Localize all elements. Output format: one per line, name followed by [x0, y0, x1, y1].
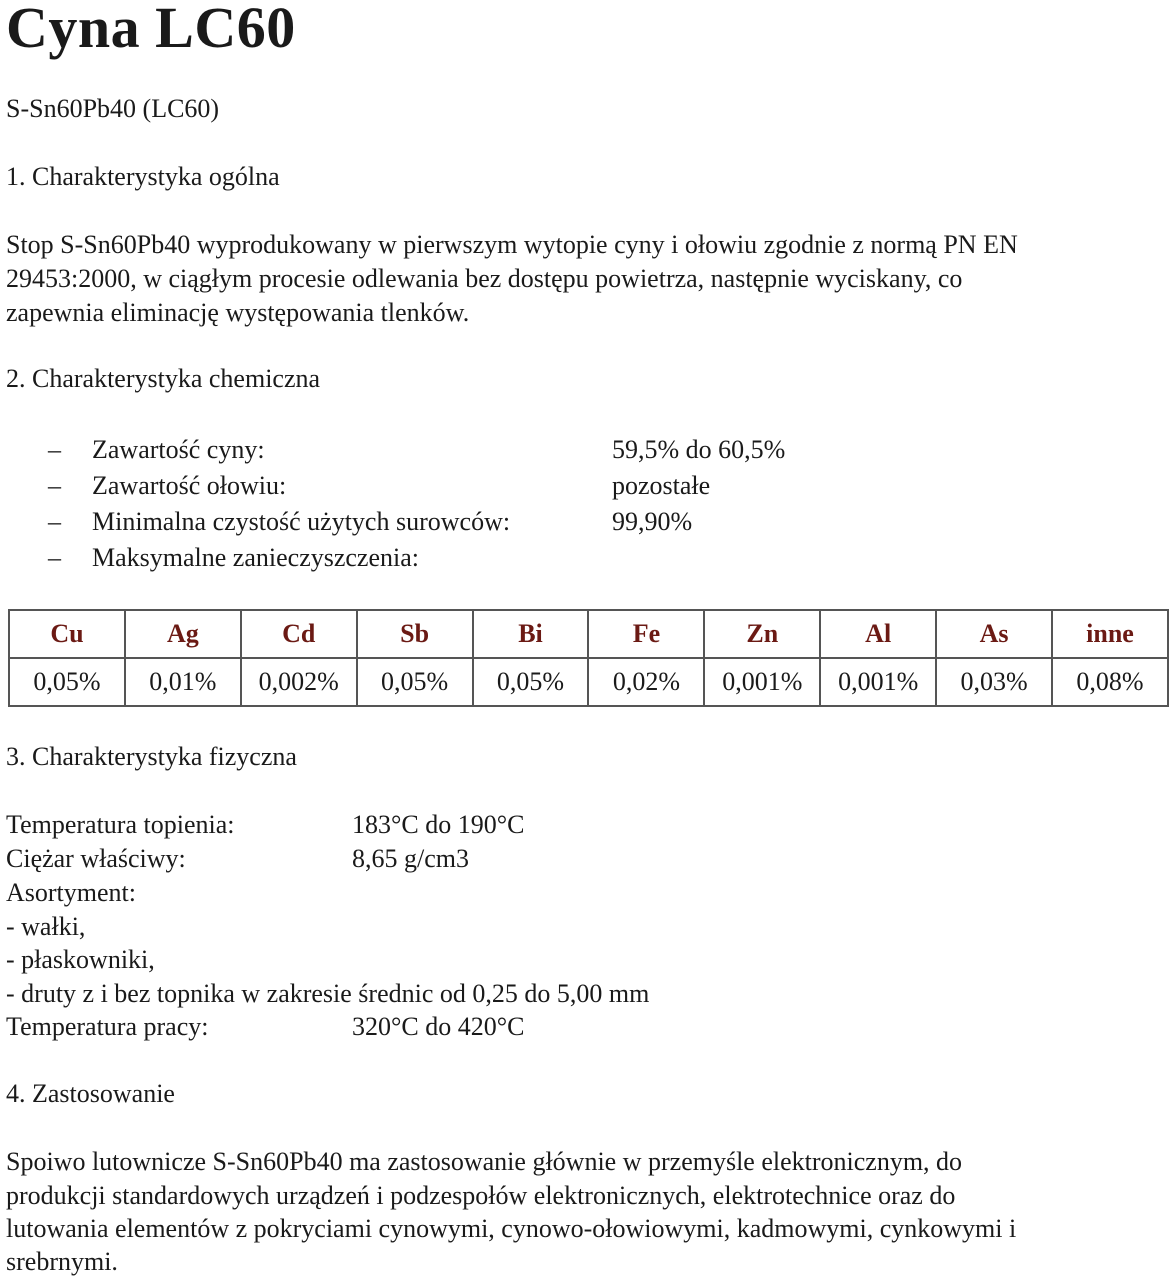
document-title: Cyna LC60 — [6, 0, 296, 60]
assortment-item: - wałki, — [6, 912, 86, 941]
table-row — [9, 658, 1168, 706]
table-header-cell: Ag — [125, 610, 241, 658]
table-cell: 0,05% — [9, 658, 125, 706]
density-row — [6, 842, 469, 876]
dash-bullet: – — [48, 507, 61, 536]
density-value: 8,65 g/cm3 — [352, 844, 469, 873]
dash-bullet: – — [48, 435, 61, 464]
working-temperature-value: 320°C do 420°C — [352, 1012, 525, 1041]
table-header-cell: As — [936, 610, 1052, 658]
table-cell: 0,01% — [125, 658, 241, 706]
composition-label: Zawartość ołowiu: — [92, 471, 287, 500]
table-cell: 0,001% — [704, 658, 820, 706]
section-2-heading: 2. Charakterystyka chemiczna — [6, 364, 321, 393]
section-1-text-line: 29453:2000, w ciągłym procesie odlewania bez dostępu powietrza, następnie wyciskany, co — [6, 264, 963, 293]
table-cell: 0,03% — [936, 658, 1052, 706]
assortment-label: Asortyment: — [6, 878, 136, 907]
table-cell: 0,05% — [473, 658, 589, 706]
section-4-text-line: srebrnymi. — [6, 1247, 118, 1276]
section-1-heading: 1. Charakterystyka ogólna — [6, 162, 280, 191]
dash-bullet: – — [48, 471, 61, 500]
table-header-cell: Sb — [357, 610, 473, 658]
section-1-text-line: zapewnia eliminację występowania tlenków. — [6, 298, 470, 327]
table-cell: 0,001% — [820, 658, 936, 706]
working-temperature-label: Temperatura pracy: — [6, 1012, 209, 1041]
composition-label: Maksymalne zanieczyszczenia: — [92, 543, 419, 572]
table-header-cell: Fe — [588, 610, 704, 658]
table-cell: 0,08% — [1052, 658, 1168, 706]
assortment-item: - druty z i bez topnika w zakresie średnic od 0,25 do 5,00 mm — [6, 979, 650, 1008]
table-header-cell: Al — [820, 610, 936, 658]
impurities-table — [8, 609, 1169, 707]
dash-bullet: – — [48, 543, 61, 572]
section-4-text-line: Spoiwo lutownicze S-Sn60Pb40 ma zastosowanie głównie w przemyśle elektronicznym, do — [6, 1147, 963, 1176]
melting-temperature-label: Temperatura topienia: — [6, 810, 235, 839]
section-4-text-line: produkcji standardowych urządzeń i podzespołów elektronicznych, elektrotechnice oraz do — [6, 1181, 956, 1210]
table-header-cell: Cd — [241, 610, 357, 658]
composition-label: Zawartość cyny: — [92, 435, 265, 464]
section-1-text-line: Stop S-Sn60Pb40 wyprodukowany w pierwszym wytopie cyny i ołowiu zgodnie z normą PN EN — [6, 230, 1018, 259]
composition-value: 99,90% — [612, 507, 693, 536]
table-header-cell: Bi — [473, 610, 589, 658]
table-header-row — [9, 610, 1168, 658]
table-cell: 0,002% — [241, 658, 357, 706]
composition-value: 59,5% do 60,5% — [612, 435, 786, 464]
table-cell: 0,05% — [357, 658, 473, 706]
density-label: Ciężar właściwy: — [6, 844, 186, 873]
melting-temperature-value: 183°C do 190°C — [352, 810, 525, 839]
table-cell: 0,02% — [588, 658, 704, 706]
section-4-text-line: lutowania elementów z pokryciami cynowymi, cynowo-ołowiowymi, kadmowymi, cynkowymi i — [6, 1214, 1017, 1243]
working-temperature-row — [6, 1010, 525, 1044]
table-header-cell: Zn — [704, 610, 820, 658]
melting-temperature-row — [6, 808, 525, 842]
assortment-item: - płaskowniki, — [6, 945, 155, 974]
composition-label: Minimalna czystość użytych surowców: — [92, 507, 511, 536]
composition-value: pozostałe — [612, 471, 711, 500]
section-4-heading: 4. Zastosowanie — [6, 1079, 175, 1108]
table-header-cell: Cu — [9, 610, 125, 658]
table-header-cell: inne — [1052, 610, 1168, 658]
alloy-designation: S-Sn60Pb40 (LC60) — [6, 94, 220, 123]
section-3-heading: 3. Charakterystyka fizyczna — [6, 742, 297, 771]
